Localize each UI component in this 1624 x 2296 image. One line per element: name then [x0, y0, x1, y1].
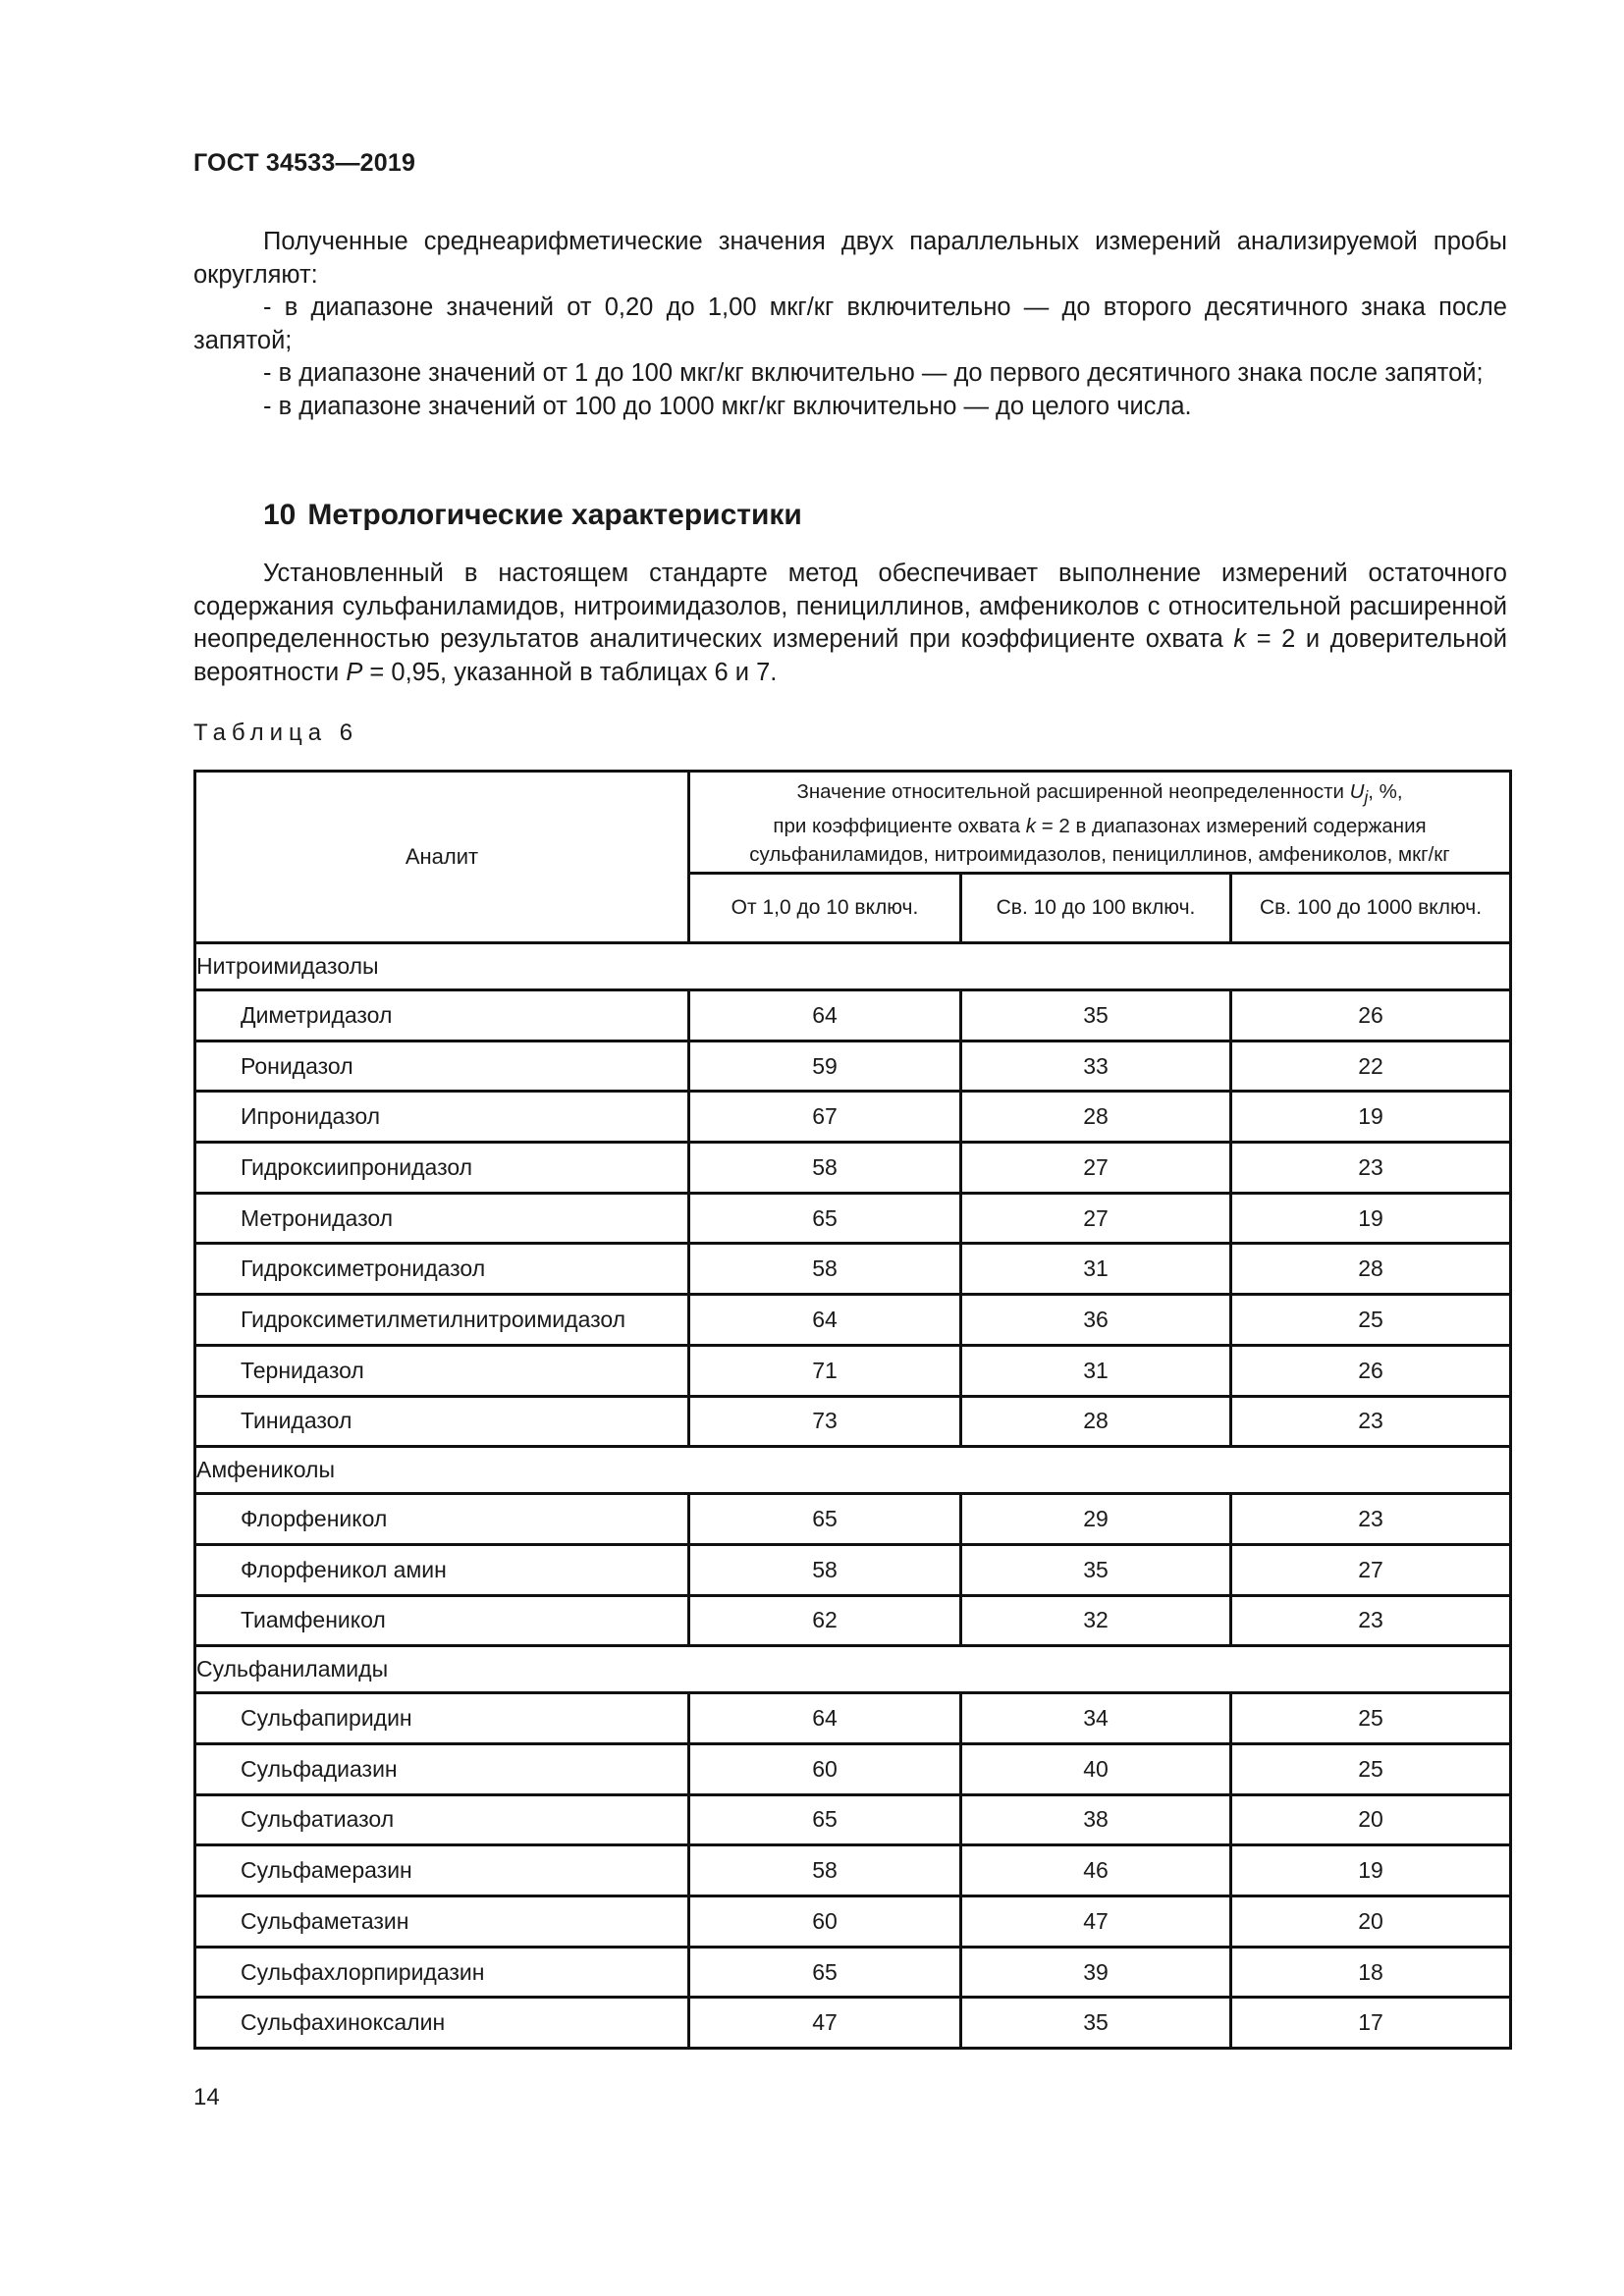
uncertainty-value: 18 — [1231, 1947, 1511, 1998]
analyte-name: Метронидазол — [195, 1193, 689, 1244]
table-row — [195, 1743, 1511, 1794]
uncertainty-value: 71 — [689, 1345, 961, 1396]
uncertainty-value: 19 — [1231, 1092, 1511, 1143]
analyte-name: Диметридазол — [195, 990, 689, 1041]
analyte-name: Сульфадиазин — [195, 1743, 689, 1794]
uncertainty-value: 28 — [961, 1092, 1231, 1143]
header-analyte: Аналит — [195, 772, 689, 943]
table-row — [195, 1494, 1511, 1545]
uncertainty-value: 25 — [1231, 1693, 1511, 1744]
paragraph-text: Установленный в настоящем стандарте метод обеспечивает выполнение измерений остаточного содержания сульфаниламидов, нитроимидазолов, пенициллинов, амфениколов с относительной расширенной неопределенностью результатов аналитических измерений при коэффициенте охвата — [193, 560, 1507, 654]
uncertainty-value: 67 — [689, 1092, 961, 1143]
uncertainty-value: 47 — [689, 1998, 961, 2049]
uncertainty-value: 36 — [961, 1295, 1231, 1346]
uncertainty-value: 65 — [689, 1193, 961, 1244]
table-row — [195, 1092, 1511, 1143]
uncertainty-value: 35 — [961, 990, 1231, 1041]
table-row — [195, 1041, 1511, 1092]
uncertainty-value: 31 — [961, 1244, 1231, 1295]
analyte-name: Сульфапиридин — [195, 1693, 689, 1744]
analyte-name: Гидроксиметилметилнитроимидазол — [195, 1295, 689, 1346]
uncertainty-value: 25 — [1231, 1295, 1511, 1346]
table-row — [195, 1896, 1511, 1948]
uncertainty-value: 35 — [961, 1544, 1231, 1595]
uncertainty-value: 22 — [1231, 1041, 1511, 1092]
document-code: ГОСТ 34533—2019 — [193, 149, 416, 177]
table-row — [195, 1845, 1511, 1896]
group-row — [195, 943, 1511, 990]
uncertainty-value: 26 — [1231, 990, 1511, 1041]
group-row — [195, 1646, 1511, 1693]
uncertainty-value: 64 — [689, 1693, 961, 1744]
uncertainty-value: 34 — [961, 1693, 1231, 1744]
analyte-name: Сульфаметазин — [195, 1896, 689, 1948]
uncertainty-value: 23 — [1231, 1595, 1511, 1646]
uncertainty-value: 35 — [961, 1998, 1231, 2049]
uncertainty-value: 32 — [961, 1595, 1231, 1646]
section-heading — [263, 499, 802, 532]
analyte-name: Тинидазол — [195, 1396, 689, 1447]
uncertainty-value: 38 — [961, 1794, 1231, 1845]
uncertainty-value: 46 — [961, 1845, 1231, 1896]
uncertainty-value: 40 — [961, 1743, 1231, 1794]
uncertainty-value: 39 — [961, 1947, 1231, 1998]
paragraph-text: = 0,95, указанной в таблицах 6 и 7. — [362, 658, 778, 686]
table-row — [195, 1544, 1511, 1595]
header-range-2: Св. 10 до 100 включ. — [961, 874, 1231, 943]
uncertainty-value: 65 — [689, 1494, 961, 1545]
table-body — [195, 943, 1511, 2049]
uncertainty-value: 60 — [689, 1743, 961, 1794]
rounding-item: - в диапазоне значений от 0,20 до 1,00 мкг/кг включительно — до второго десятичного знака после запятой; — [193, 294, 1507, 354]
uncertainty-table — [193, 770, 1512, 2050]
rounding-item: - в диапазоне значений от 100 до 1000 мкг/кг включительно — до целого числа. — [263, 392, 1192, 420]
uncertainty-value: 33 — [961, 1041, 1231, 1092]
uncertainty-value: 58 — [689, 1845, 961, 1896]
uncertainty-value: 47 — [961, 1896, 1231, 1948]
analyte-name: Флорфеникол амин — [195, 1544, 689, 1595]
analyte-name: Ронидазол — [195, 1041, 689, 1092]
page-number: 14 — [193, 2084, 220, 2110]
uncertainty-value: 27 — [961, 1193, 1231, 1244]
table-row — [195, 1244, 1511, 1295]
section-title: Метрологические характеристики — [307, 499, 802, 531]
uncertainty-value: 60 — [689, 1896, 961, 1948]
uncertainty-value: 64 — [689, 990, 961, 1041]
uncertainty-value: 59 — [689, 1041, 961, 1092]
analyte-name: Сульфатиазол — [195, 1794, 689, 1845]
uncertainty-value: 27 — [1231, 1544, 1511, 1595]
analyte-name: Гидроксиипронидазол — [195, 1143, 689, 1194]
uncertainty-value: 65 — [689, 1947, 961, 1998]
uncertainty-value: 58 — [689, 1244, 961, 1295]
table-row — [195, 1345, 1511, 1396]
group-row — [195, 1447, 1511, 1494]
header-uncertainty: Значение относительной расширенной неопределенности $U_j$, %, при коэффициенте охвата k = 2 в диапазонах измерений содержания сульфаниламидов, нитроимидазолов, пенициллинов, амфениколов, мкг/кг — [689, 772, 1511, 874]
paragraph-text: = 2 и доверительной вероятности — [193, 625, 1507, 686]
uncertainty-value: 20 — [1231, 1794, 1511, 1845]
table-row — [195, 1998, 1511, 2049]
table-row — [195, 1295, 1511, 1346]
section-number: 10 — [263, 499, 297, 531]
uncertainty-value: 58 — [689, 1544, 961, 1595]
uncertainty-value: 28 — [961, 1396, 1231, 1447]
uncertainty-value: 26 — [1231, 1345, 1511, 1396]
uncertainty-value: 31 — [961, 1345, 1231, 1396]
header-range-3: Св. 100 до 1000 включ. — [1231, 874, 1511, 943]
uncertainty-value: 23 — [1231, 1494, 1511, 1545]
uncertainty-value: 58 — [689, 1143, 961, 1194]
analyte-name: Тернидазол — [195, 1345, 689, 1396]
group-name: Нитроимидазолы — [195, 943, 1511, 990]
k-symbol: k — [1233, 625, 1247, 654]
rounding-paragraph — [193, 226, 1507, 424]
table-row — [195, 1396, 1511, 1447]
uncertainty-value: 27 — [961, 1143, 1231, 1194]
group-name: Сульфаниламиды — [195, 1646, 1511, 1693]
uncertainty-value: 20 — [1231, 1896, 1511, 1948]
rounding-intro: Полученные среднеарифметические значения двух параллельных измерений анализируемой пробы округляют: — [193, 228, 1507, 289]
analyte-name: Сульфахлорпиридазин — [195, 1947, 689, 1998]
analyte-name: Гидроксиметронидазол — [195, 1244, 689, 1295]
table-caption: Таблица 6 — [193, 720, 359, 746]
table-row — [195, 1794, 1511, 1845]
analyte-name: Сульфахиноксалин — [195, 1998, 689, 2049]
table-row — [195, 1947, 1511, 1998]
metrology-paragraph — [193, 558, 1507, 689]
uncertainty-value: 19 — [1231, 1193, 1511, 1244]
uncertainty-value: 25 — [1231, 1743, 1511, 1794]
uncertainty-value: 23 — [1231, 1396, 1511, 1447]
uncertainty-value: 19 — [1231, 1845, 1511, 1896]
uncertainty-value: 62 — [689, 1595, 961, 1646]
table-row — [195, 1143, 1511, 1194]
group-name: Амфениколы — [195, 1447, 1511, 1494]
table-row — [195, 1595, 1511, 1646]
header-range-1: От 1,0 до 10 включ. — [689, 874, 961, 943]
table-row — [195, 1193, 1511, 1244]
rounding-item: - в диапазоне значений от 1 до 100 мкг/кг включительно — до первого десятичного знака после запятой; — [263, 359, 1484, 388]
uncertainty-value: 29 — [961, 1494, 1231, 1545]
table-row — [195, 1693, 1511, 1744]
analyte-name: Сульфамеразин — [195, 1845, 689, 1896]
uncertainty-value: 73 — [689, 1396, 961, 1447]
table-row — [195, 990, 1511, 1041]
p-symbol: P — [346, 658, 363, 686]
analyte-name: Ипронидазол — [195, 1092, 689, 1143]
uncertainty-value: 23 — [1231, 1143, 1511, 1194]
uncertainty-value: 28 — [1231, 1244, 1511, 1295]
uncertainty-value: 65 — [689, 1794, 961, 1845]
uncertainty-value: 64 — [689, 1295, 961, 1346]
analyte-name: Флорфеникол — [195, 1494, 689, 1545]
analyte-name: Тиамфеникол — [195, 1595, 689, 1646]
uncertainty-value: 17 — [1231, 1998, 1511, 2049]
